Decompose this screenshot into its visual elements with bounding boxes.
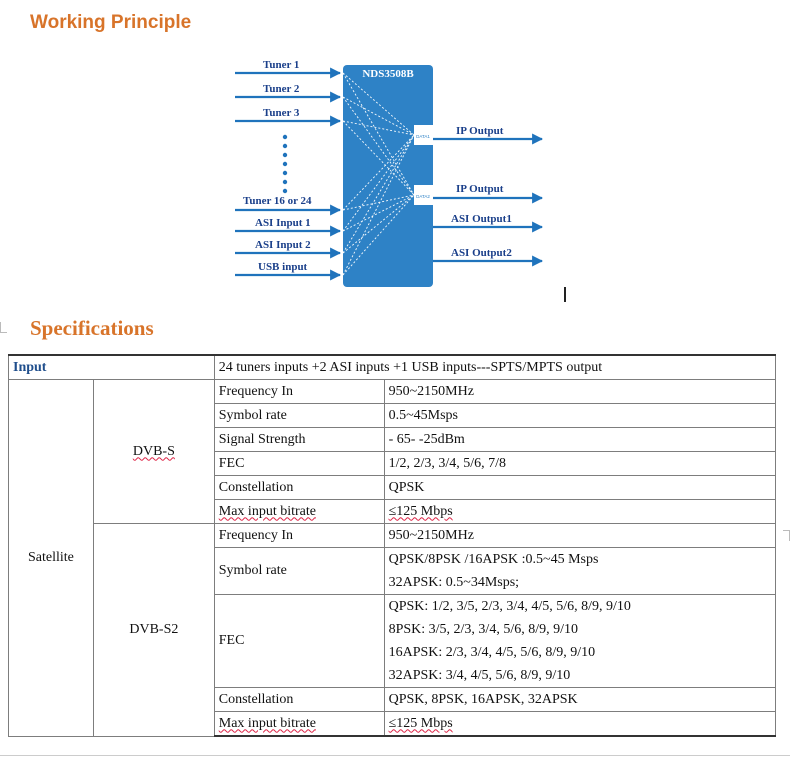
input-label-usb: USB input [258,261,308,273]
value-text: ≤125 Mbps [388,715,453,731]
param-cell: Symbol rate [214,404,384,428]
value-cell: 1/2, 2/3, 3/4, 5/6, 7/8 [384,452,775,476]
param-cell: Frequency In [214,380,384,404]
param-cell: FEC [214,595,384,688]
margin-mark-right [783,530,790,541]
ellipsis-dots [283,135,287,193]
input-label-asi-1: ASI Input 1 [255,217,311,229]
value-cell [384,500,775,524]
value-cell [384,548,775,595]
output-label-asi-2: ASI Output2 [451,247,512,259]
fec-line: QPSK: 1/2, 3/5, 2/3, 3/4, 4/5, 5/6, 8/9, 9/10 [388,599,631,614]
table-row [9,355,776,380]
device-box [343,65,433,287]
param-cell: Symbol rate [214,548,384,595]
param-cell: FEC [214,452,384,476]
dvbs-label: DVB-S [132,443,175,459]
input-label-tuner-1: Tuner 1 [263,59,300,71]
value-text: ≤125 Mbps [388,503,453,519]
output-label-asi-1: ASI Output1 [451,213,512,225]
value-cell: 0.5~45Msps [384,404,775,428]
dvbs2-label-cell: DVB-S2 [93,524,214,737]
table-row [9,380,776,404]
input-label-cell: Input [9,355,215,380]
output-label-ip-1: IP Output [456,125,504,137]
value-cell: 950~2150MHz [384,524,775,548]
working-principle-heading: Working Principle [30,12,192,33]
param-text: Max input bitrate [218,715,316,731]
param-text: Max input bitrate [218,503,316,519]
fec-line: 32APSK: 3/4, 4/5, 5/6, 8/9, 9/10 [388,668,571,683]
working-principle-diagram [230,55,550,295]
param-cell: Constellation [214,688,384,712]
param-cell [214,500,384,524]
page-bottom-rule [0,755,790,756]
margin-mark-left [0,322,7,333]
symbol-line: 32APSK: 0.5~34Msps; [388,575,520,590]
value-cell: - 65- -25dBm [384,428,775,452]
param-cell: Constellation [214,476,384,500]
specifications-heading: Specifications [30,316,154,340]
param-cell [214,712,384,737]
dvbs-label-cell [93,380,214,524]
fec-line: 8PSK: 3/5, 2/3, 3/4, 5/6, 8/9, 9/10 [388,622,578,637]
value-cell: QPSK, 8PSK, 16APSK, 32APSK [384,688,775,712]
param-cell: Frequency In [214,524,384,548]
text-cursor [564,287,566,302]
symbol-line: QPSK/8PSK /16APSK :0.5~45 Msps [388,552,599,567]
input-value-cell: 24 tuners inputs +2 ASI inputs +1 USB inputs---SPTS/MPTS output [214,355,775,380]
input-label-tuner-3: Tuner 3 [263,107,300,119]
value-cell [384,595,775,688]
table-row [9,524,776,548]
data-port-1-label: DATA1 [416,134,430,139]
specifications-table [8,354,776,737]
input-label-tuner-2: Tuner 2 [263,83,300,95]
value-cell: QPSK [384,476,775,500]
data-port-2-label: DATA2 [416,194,430,199]
input-label-asi-2: ASI Input 2 [255,239,311,251]
param-cell: Signal Strength [214,428,384,452]
input-label-tuner-16: Tuner 16 or 24 [243,195,312,207]
value-cell: 950~2150MHz [384,380,775,404]
fec-line: 16APSK: 2/3, 3/4, 4/5, 5/6, 8/9, 9/10 [388,645,596,660]
output-label-ip-2: IP Output [456,183,504,195]
category-cell: Satellite [9,380,94,737]
device-label: NDS3508B [362,68,414,80]
value-cell [384,712,775,737]
